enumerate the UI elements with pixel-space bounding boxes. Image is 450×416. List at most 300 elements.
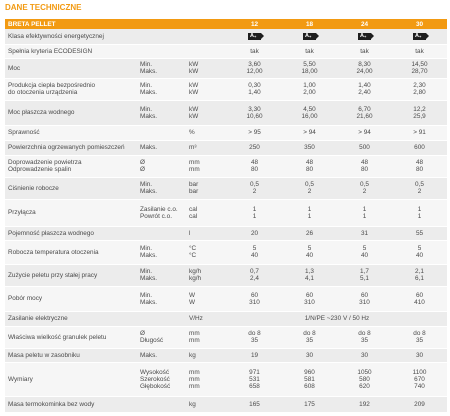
value-cell-text: 5 [362,245,367,252]
value-cell [337,44,392,58]
value-cell-text: 1,00 [303,82,316,89]
value-cell-text: 35 [360,337,369,344]
value-cell [282,29,337,44]
row-label-text: Masa termokominka bez wody [8,400,95,408]
row-unit-text: kW [189,61,199,68]
row-unit-text: mm [189,159,200,166]
value-cell [392,240,447,264]
value-cell-text: 740 [414,382,425,390]
table-row [5,177,447,199]
value-cell-text: 1 [307,205,312,213]
value-cell [392,155,447,177]
value-cell [392,100,447,125]
value-cell-text: 80 [360,166,369,173]
value-cell-text: 531 [249,375,260,383]
value-cell-text: do 8 [303,330,316,337]
value-cell-text: 16,00 [301,112,318,120]
value-cell-text: 5 [417,245,422,252]
value-cell [282,226,337,240]
value-cell-text: tak [360,47,369,55]
value-cell-text: tak [250,47,259,55]
row-unit [187,29,227,44]
row-label [5,286,138,311]
value-cell [337,100,392,125]
value-cell [282,100,337,125]
row-unit [187,140,227,155]
value-cell [227,326,282,348]
row-label-text: Klasa efektywności energetycznej [8,32,104,40]
row-label-text: do otoczenia urządzenia [8,89,78,96]
table-row [5,286,447,311]
value-cell-text: 175 [304,400,315,408]
row-label [5,177,138,199]
value-cell-text: 350 [304,144,315,151]
row-sublabel-text: Min. [140,181,153,188]
value-cell-text: 960 [304,368,315,376]
row-label [5,140,138,155]
row-sublabel-text: Maks. [140,68,158,75]
header-model: 12 [227,19,282,29]
value-cell-text: 5,1 [360,275,369,282]
row-unit [187,58,227,78]
value-cell [227,58,282,78]
value-cell [282,177,337,199]
value-cell-text: 0,5 [250,181,259,188]
value-cell-text: > 94 [358,129,371,136]
row-sublabel [138,362,187,396]
row-unit-text: kW [189,105,199,113]
row-sublabel-text: Ø [140,166,145,173]
row-label-text: Pobór mocy [8,295,43,302]
row-label [5,311,138,326]
value-cell-text: 670 [414,375,425,383]
row-label-text: Doprowadzenie powietrza [8,159,82,166]
value-cell [337,29,392,44]
value-cell-text: 48 [360,159,369,166]
table-row [5,199,447,226]
row-sublabel [138,264,187,286]
row-unit-text: W [189,298,196,306]
row-unit [187,362,227,396]
value-cell-text: 5 [252,245,257,252]
value-cell [227,348,282,362]
energy-class-badge [413,33,426,40]
value-cell [227,396,282,412]
energy-class-plus: + [418,34,422,40]
row-sublabel-text: Min. [140,245,153,252]
row-sublabel [138,199,187,226]
row-sublabel [138,177,187,199]
value-cell [227,125,282,140]
value-cell-text: 620 [359,382,370,390]
row-label-text: Moc [8,64,21,72]
value-cell [282,58,337,78]
value-cell [282,326,337,348]
row-label-text: Spełnia kryteria ECODESIGN [8,47,93,55]
value-cell-text: 1 [252,212,257,220]
value-cell [337,240,392,264]
value-cell-text: 40 [250,252,259,259]
value-cell [227,177,282,199]
table-row [5,78,447,100]
value-cell-text: 35 [250,337,259,344]
row-label-text: Właściwa wielkość granulek peletu [8,333,107,341]
value-cell-text: 80 [305,166,314,173]
row-unit-text: cal [189,205,198,213]
row-label-text: Zasilanie elektryczne [8,315,68,322]
row-unit-text: V/Hz [189,315,203,322]
row-unit-text: l [189,229,191,237]
value-cell [282,155,337,177]
energy-class-letter: A [360,33,364,40]
table-row [5,311,447,326]
value-cell [337,326,392,348]
value-cell [227,44,282,58]
value-cell-text: 60 [360,291,369,299]
table-row [5,396,447,412]
row-sublabel [138,29,187,44]
table-row [5,240,447,264]
row-unit [187,155,227,177]
row-sublabel-text: Powrót c.o. [140,212,172,220]
row-label [5,362,138,396]
value-cell-text: 3,30 [248,105,261,113]
row-sublabel-text: Wysokość [140,368,170,376]
value-cell-text: 10,60 [246,112,263,120]
value-cell-text: 35 [305,337,314,344]
row-label [5,264,138,286]
value-cell-text: do 8 [248,330,261,337]
value-cell [282,264,337,286]
row-unit [187,78,227,100]
energy-class-plus: + [253,34,257,40]
value-cell [337,58,392,78]
value-cell-text: 0,7 [250,268,259,275]
value-cell-text: 30 [415,351,424,359]
row-unit-text: kW [189,112,199,120]
value-cell-text: 658 [249,382,260,390]
value-cell [337,362,392,396]
row-sublabel-text: Szerokość [140,375,170,383]
row-unit [187,396,227,412]
row-unit-text: kW [189,68,199,75]
value-cell-text: 14,50 [411,61,428,68]
row-sublabel-text: Min. [140,105,153,113]
row-sublabel-text: Głębokość [140,382,171,390]
value-cell-text: 35 [415,337,424,344]
row-label-text: Sprawność [8,129,40,136]
value-cell-text: 48 [305,159,314,166]
row-sublabel-text: Maks. [140,252,158,259]
value-cell-text: 26 [305,229,314,237]
row-label [5,199,138,226]
value-cell [392,177,447,199]
value-cell-text: 30 [305,351,314,359]
value-cell-text: 581 [304,375,315,383]
row-unit-text: W [189,291,196,299]
value-cell-text: 48 [415,159,424,166]
value-cell [337,348,392,362]
table-row [5,100,447,125]
table-row [5,226,447,240]
row-label [5,58,138,78]
header-model: 18 [282,19,337,29]
row-unit [187,326,227,348]
energy-class-letter: A [305,33,309,40]
value-cell-text: 1050 [357,368,372,376]
value-cell [282,140,337,155]
row-unit [187,311,227,326]
row-label-text: Odprowadzenie spalin [8,166,72,173]
value-cell-text: 2,30 [413,82,426,89]
row-label-text: Powierzchnia ogrzewanych pomieszczeń [8,144,125,151]
row-unit-text: % [189,129,195,136]
row-label-text: Wymiary [8,375,33,383]
row-unit-text: kg [189,400,196,408]
value-cell-text: 1 [417,205,422,213]
row-label [5,78,138,100]
value-cell-text: 80 [250,166,259,173]
row-label [5,240,138,264]
value-cell-text: 4,1 [305,275,314,282]
value-cell [227,240,282,264]
value-cell [227,362,282,396]
value-cell-text: 1,3 [305,268,314,275]
row-sublabel-text: Maks. [140,275,158,282]
row-label [5,326,138,348]
value-cell-text: 1 [252,205,257,213]
row-label-text: Masa peletu w zasobniku [8,351,80,359]
value-cell [337,78,392,100]
value-cell-text: 8,30 [358,61,371,68]
row-unit-text: m³ [189,144,197,151]
value-cell [337,125,392,140]
row-sublabel [138,100,187,125]
row-label [5,100,138,125]
row-label [5,396,138,412]
row-sublabel-text: Maks. [140,298,158,306]
row-sublabel-text: Długość [140,337,164,344]
table-row [5,58,447,78]
value-cell [227,286,282,311]
value-cell [392,286,447,311]
table-row [5,326,447,348]
value-cell [392,78,447,100]
value-cell [392,199,447,226]
value-cell-text: 28,70 [411,68,428,75]
value-cell-text: 20 [250,229,259,237]
value-cell-text: 310 [359,298,370,306]
row-sublabel-text: Maks. [140,144,158,151]
value-cell-text: 19 [250,351,259,359]
value-cell-text: 25,9 [413,112,426,120]
row-unit [187,44,227,58]
row-sublabel-text: Min. [140,268,153,275]
value-cell-text: 0,5 [415,181,424,188]
value-cell-text: 500 [359,144,370,151]
table-row [5,140,447,155]
table-row [5,155,447,177]
value-cell [392,396,447,412]
row-sublabel-text: Ø [140,330,145,337]
row-sublabel [138,226,187,240]
value-cell-text: 192 [359,400,370,408]
row-sublabel-text: Maks. [140,112,158,120]
row-unit-text: kg/h [189,268,202,275]
row-unit-text: °C [189,245,197,252]
row-sublabel-text: Maks. [140,89,158,96]
value-cell [392,226,447,240]
value-cell-text: 24,00 [356,68,373,75]
row-label [5,226,138,240]
row-unit-text: cal [189,212,198,220]
value-cell-text: 600 [414,144,425,151]
value-cell-text: 48 [250,159,259,166]
row-label [5,44,138,58]
value-cell-text: 410 [414,298,425,306]
value-cell-text: 12,2 [413,105,426,113]
row-unit [187,348,227,362]
energy-class-badge [248,33,261,40]
value-cell-text: 2,4 [250,275,259,282]
value-cell-text: 1 [362,212,367,220]
value-cell-text: 5 [307,245,312,252]
value-cell-text: 0,5 [360,181,369,188]
value-cell [337,155,392,177]
value-span-cell: 1/N/PE ~230 V / 50 Hz [227,311,447,326]
header-model: 24 [337,19,392,29]
row-unit-text: mm [189,368,200,376]
value-cell-text: 971 [249,368,260,376]
value-cell-text: 250 [249,144,260,151]
value-cell [227,29,282,44]
value-cell-text: 60 [415,291,424,299]
table-row [5,362,447,396]
row-label-text: Moc płaszcza wodnego [8,109,75,116]
value-cell-text: 580 [359,375,370,383]
header-label: BRETA PELLET [5,19,138,29]
value-cell-text: tak [305,47,314,55]
value-cell-text: > 95 [248,129,261,136]
value-cell-text: 2 [417,188,422,195]
value-cell [227,199,282,226]
value-cell [282,44,337,58]
row-label-text: Zużycie peletu przy stałej pracy [8,271,98,279]
value-cell [392,58,447,78]
value-cell-text: 30 [360,351,369,359]
value-cell [227,140,282,155]
value-cell [392,44,447,58]
value-cell [227,78,282,100]
value-cell [282,286,337,311]
row-sublabel [138,240,187,264]
value-cell-text: 31 [360,229,369,237]
value-cell-text: 6,70 [358,105,371,113]
row-unit [187,240,227,264]
row-label [5,29,138,44]
row-label-text: Produkcja ciepła bezpośrednio [8,82,96,89]
value-cell [282,125,337,140]
value-cell-text: 1100 [412,368,427,376]
row-unit-text: kg [189,351,196,359]
value-cell [392,348,447,362]
table-row [5,29,447,44]
value-cell-text: 165 [249,400,260,408]
header-blank [138,19,187,29]
row-label-text: Przyłącza [8,209,36,216]
value-cell-text: 40 [305,252,314,259]
row-sublabel-text: Maks. [140,188,158,195]
table-header [5,19,447,29]
row-label [5,155,138,177]
spec-table [5,19,447,412]
value-cell-text: 1 [417,212,422,220]
value-cell [337,140,392,155]
row-unit [187,125,227,140]
value-cell [227,155,282,177]
value-cell-text: 2,1 [415,268,424,275]
row-sublabel [138,348,187,362]
row-sublabel [138,44,187,58]
energy-class-plus: + [308,34,312,40]
value-cell [282,362,337,396]
value-cell [337,199,392,226]
row-unit-text: °C [189,252,197,259]
row-sublabel [138,286,187,311]
row-label [5,125,138,140]
row-label-text: Pojemność płaszcza wodnego [8,229,94,237]
value-cell-text: 2,80 [413,89,426,96]
row-sublabel-text: Min. [140,291,153,299]
value-cell [392,140,447,155]
value-cell [392,264,447,286]
row-sublabel-text: Maks. [140,351,158,359]
row-unit-text: bar [189,188,199,195]
value-cell-text: 3,60 [248,61,261,68]
value-cell [337,396,392,412]
value-cell-text: 209 [414,400,425,408]
row-unit [187,199,227,226]
row-unit-text: mm [189,330,200,337]
value-cell-text: 5,50 [303,61,316,68]
value-cell-text: 21,60 [356,112,373,120]
value-cell [392,29,447,44]
value-cell-text: 608 [304,382,315,390]
row-sublabel [138,326,187,348]
energy-class-plus: + [363,34,367,40]
value-cell [337,226,392,240]
table-row [5,44,447,58]
table-row [5,264,447,286]
value-cell-text: 40 [360,252,369,259]
value-cell-text: 55 [415,229,424,237]
row-unit-text: mm [189,337,200,344]
value-cell [392,362,447,396]
value-cell [392,326,447,348]
section-title: DANE TECHNICZNE [5,3,82,12]
value-cell [282,199,337,226]
row-sublabel [138,396,187,412]
row-unit-text: bar [189,181,199,188]
value-cell-text: 1 [362,205,367,213]
row-sublabel [138,311,187,326]
value-cell [392,125,447,140]
value-cell [282,78,337,100]
row-sublabel [138,140,187,155]
value-cell-text: 18,00 [301,68,318,75]
value-cell-text: 40 [415,252,424,259]
row-unit [187,286,227,311]
